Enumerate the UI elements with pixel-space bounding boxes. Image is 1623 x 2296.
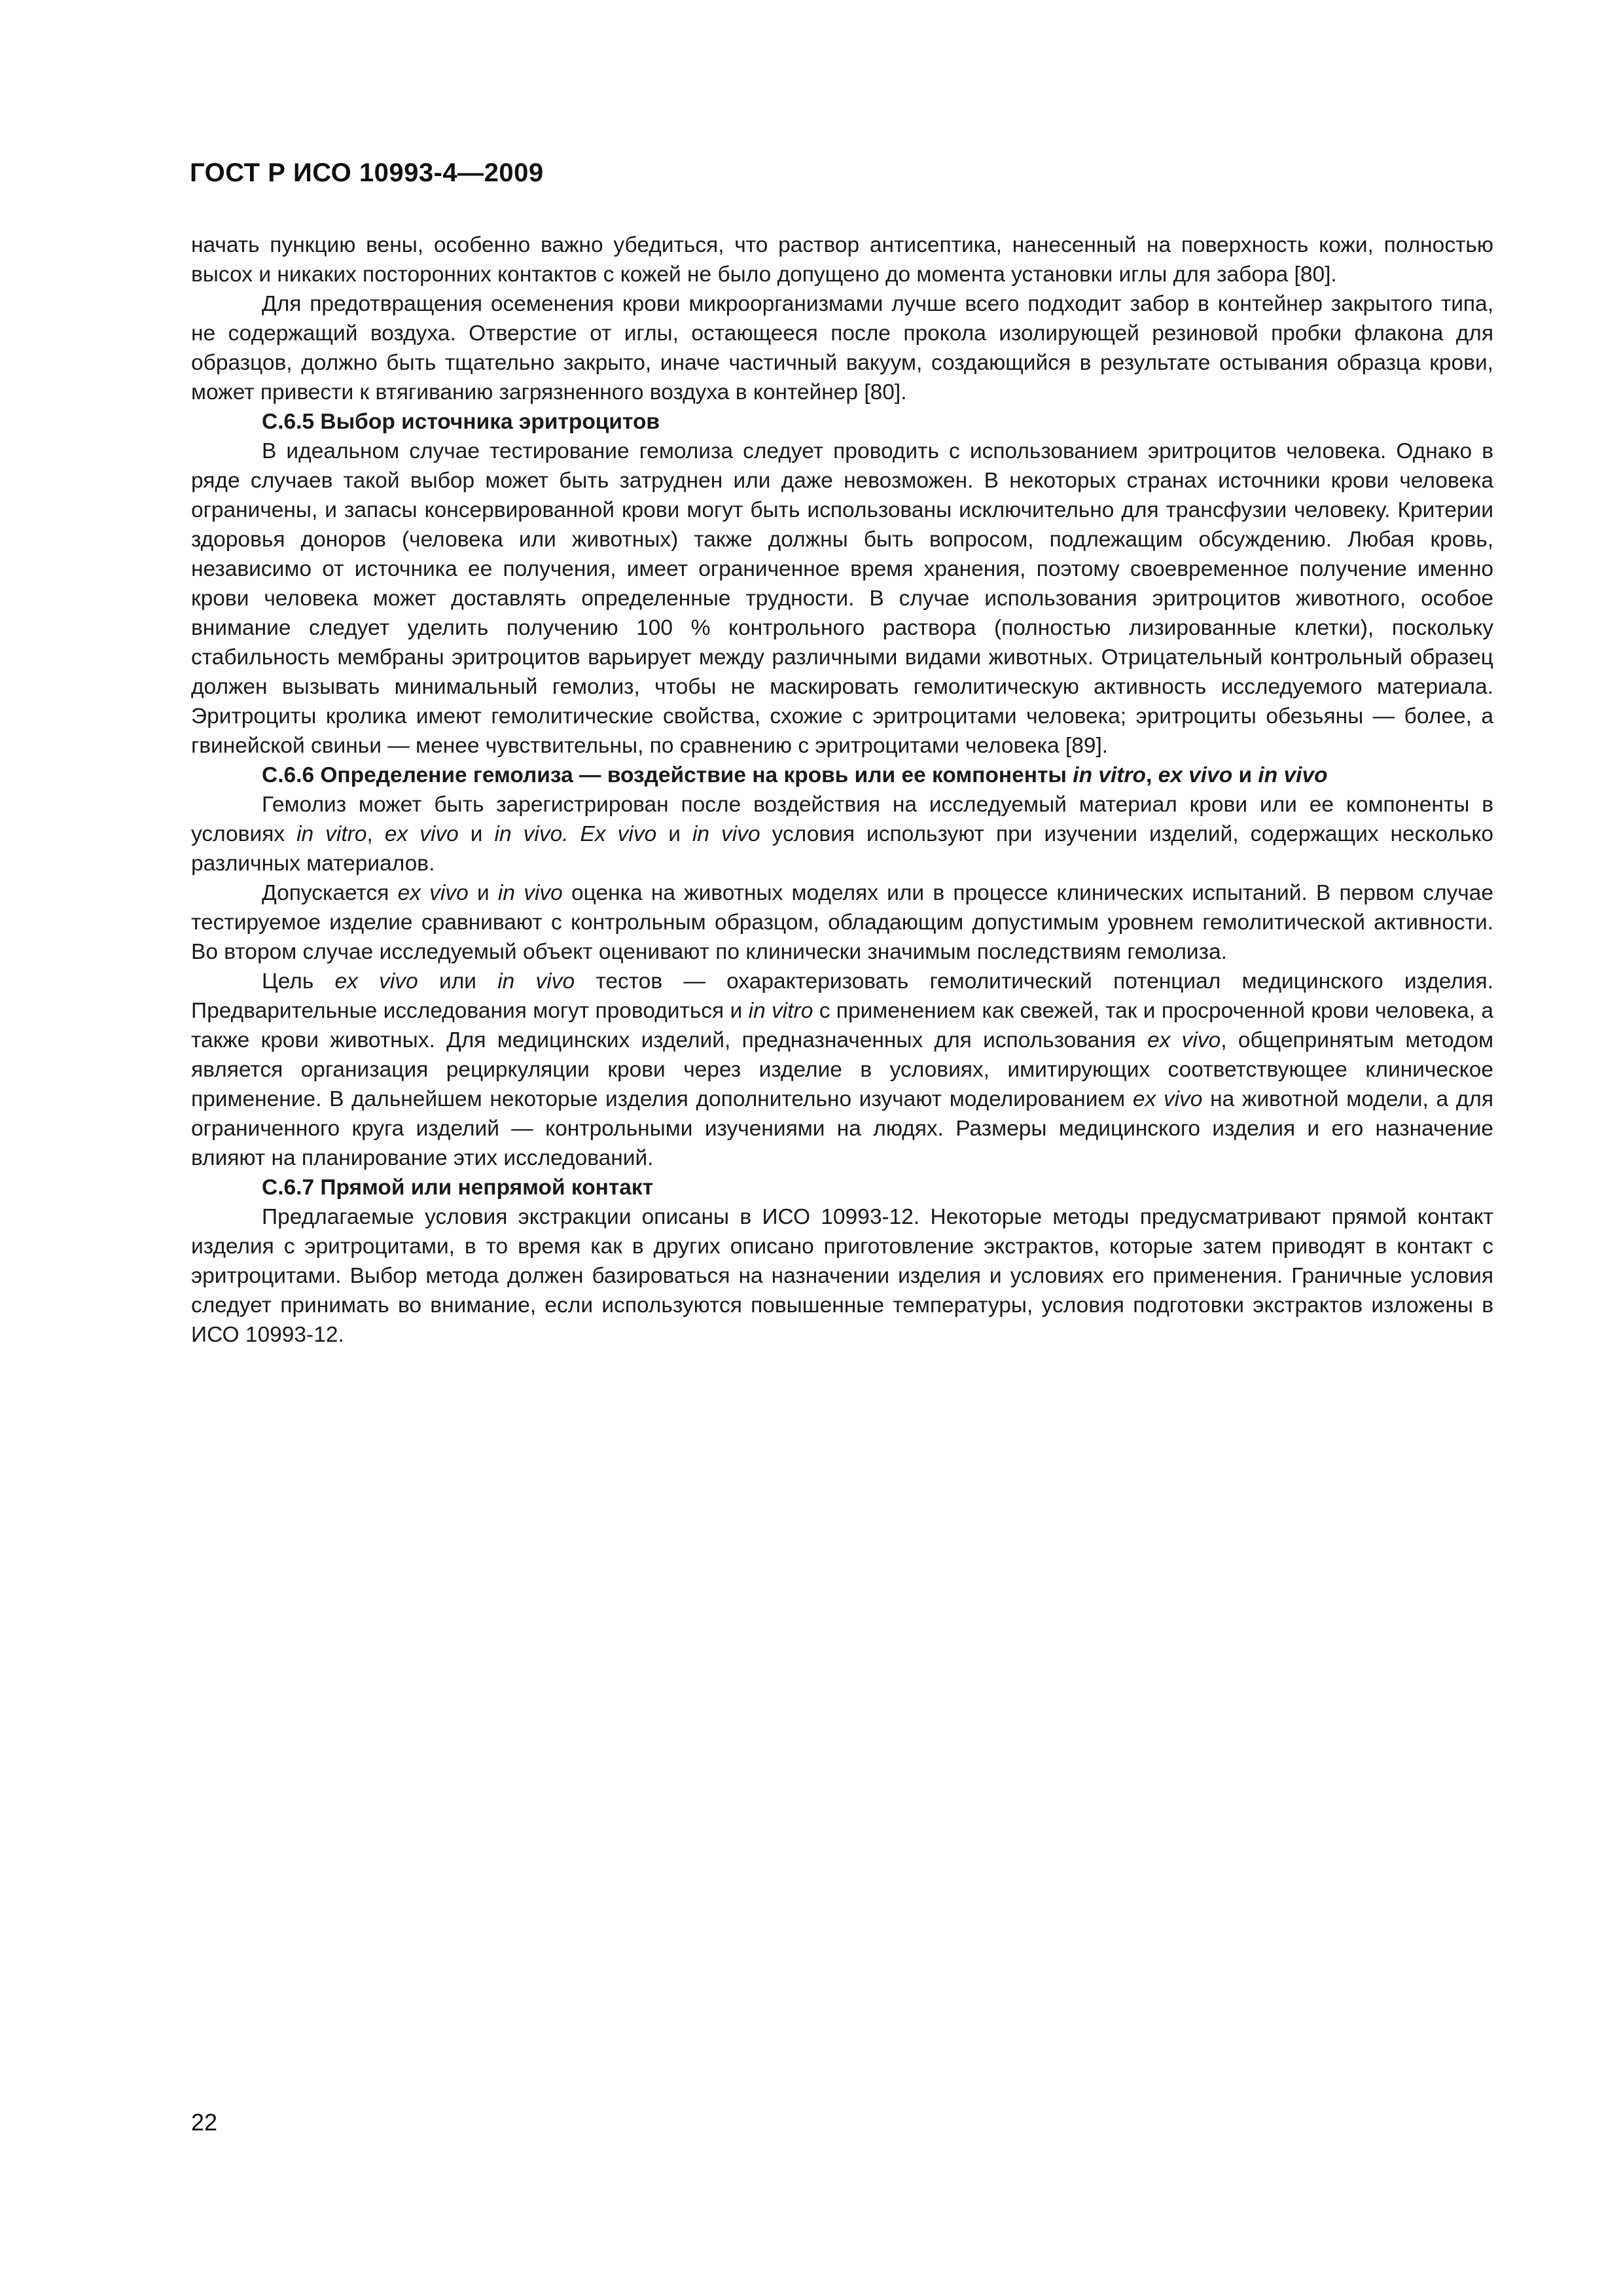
paragraph: Допускается ex vivo и in vivo оценка на животных моделях или в процессе клинических испытаний. В первом случае тестируемое изделие сравнивают с контрольным образцом, обладающим допустимым уровнем гемолитической активности. Во втором случае исследуемый объект оценивают по клинически значимым последствиям гемолиза. [191,881,1493,964]
section-heading-c66: С.6.6 Определение гемолиза — воздействие на кровь или ее компоненты in vitro, ex vivo и in vivo [262,763,1328,787]
document-header: ГОСТ Р ИСО 10993-4—2009 [190,158,544,187]
page-number: 22 [191,2109,218,2136]
paragraph: В идеальном случае тестирование гемолиза следует проводить с использованием эритроцитов человека. Однако в ряде случаев такой выбор может быть затруднен или даже невозможен. В некоторых странах источники крови человека ограничены, и запасы консервированной крови могут быть использованы исключительно для трансфузии человеку. Критерии здоровья доноров (человека или животных) также должны быть вопросом, подлежащим обсуждению. Любая кровь, независимо от источника ее получения, имеет ограниченное время хранения, поэтому своевременное получение именно крови человека может доставлять определенные трудности. В случае использования эритроцитов животного, особое внимание следует уделить получению 100 % контрольного раствора (полностью лизированные клетки), поскольку стабильность мембраны эритроцитов варьирует между различными видами животных. Отрицательный контрольный образец должен вызывать минимальный гемолиз, чтобы не маскировать гемолитическую активность исследуемого материала. Эритроциты кролика имеют гемолитические свойства, схожие с эритроцитами человека; эритроциты обезьяны — более, а гвинейской свиньи — менее чувствительны, по сравнению с эритроцитами человека [89]. [191,439,1493,758]
paragraph: Предлагаемые условия экстракции описаны в ИСО 10993-12. Некоторые методы предусматривают прямой контакт изделия с эритроцитами, в то время как в других описано приготовление экстрактов, которые затем приводят в контакт с эритроцитами. Выбор метода должен базироваться на назначении изделия и условиях его применения. Граничные условия следует принимать во внимание, если используются повышенные температуры, условия подготовки экстрактов изложены в ИСО 10993-12. [191,1205,1493,1347]
paragraph: Для предотвращения осеменения крови микроорганизмами лучше всего подходит забор в контейнер закрытого типа, не содержащий воздуха. Отверстие от иглы, остающееся после прокола изолирующей резиновой пробки флакона для образцов, должно быть тщательно закрыто, иначе частичный вакуум, создающийся в результате остывания образца крови, может привести к втягиванию загрязненного воздуха в контейнер [80]. [191,292,1493,404]
section-heading-c65: С.6.5 Выбор источника эритроцитов [262,410,660,434]
paragraph: Гемолиз может быть зарегистрирован после воздействия на исследуемый материал крови или ее компоненты в условиях in vitro, ex vivo и in vivo. Ex vivo и in vivo условия используют при изучении изделий, содержащих несколько различных материалов. [191,793,1494,876]
document-body [191,230,1493,1350]
paragraph: Цель ex vivo или in vivo тестов — охарактеризовать гемолитический потенциал медицинского изделия. Предварительные исследования могут проводиться и in vitro с применением как свежей, так и просроченной крови человека, а также крови животных. Для медицинских изделий, предназначенных для использования ex vivo, общепринятым методом является организация рециркуляции крови через изделие в условиях, имитирующих соответствующее клиническое применение. В дальнейшем некоторые изделия дополнительно изучают моделированием ex vivo на животной модели, а для ограниченного круга изделий — контрольными изучениями на людях. Размеры медицинского изделия и его назначение влияют на планирование этих исследований. [191,969,1494,1170]
section-heading-c67: С.6.7 Прямой или непрямой контакт [262,1175,654,1200]
paragraph: начать пункцию вены, особенно важно убедиться, что раствор антисептика, нанесенный на поверхность кожи, полностью высох и никаких посторонних контактов с кожей не было допущено до момента установки иглы для забора [80]. [191,233,1493,287]
